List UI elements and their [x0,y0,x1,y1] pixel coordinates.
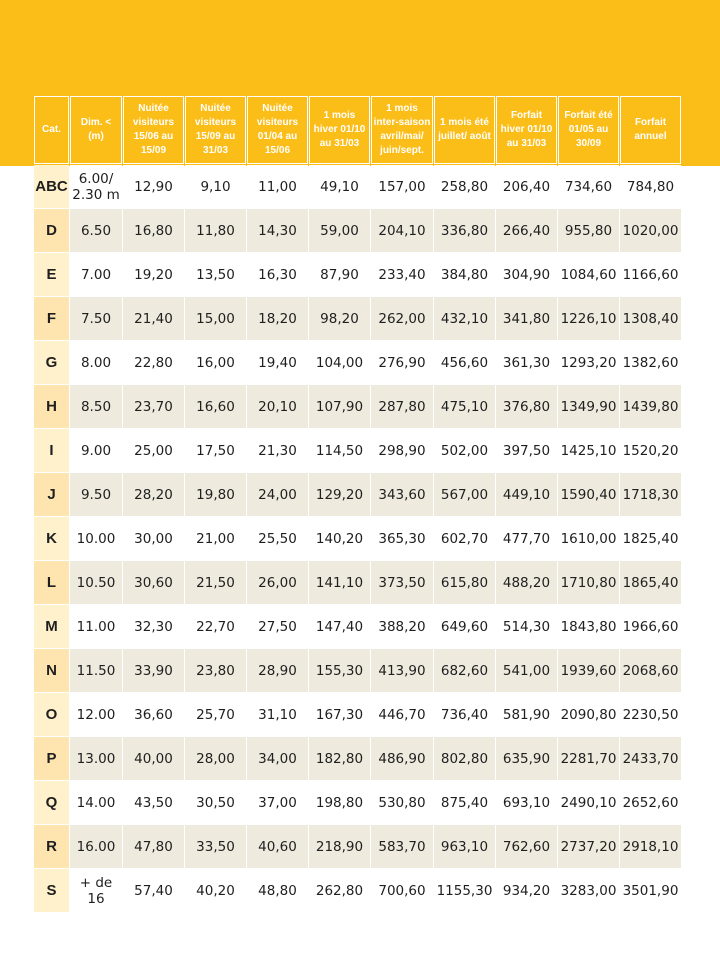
price-cell: 2652,60 [620,781,681,824]
price-cell: 336,80 [434,209,495,252]
dimension-cell: 11.00 [70,605,122,648]
category-cell: D [34,209,69,252]
price-cell: 140,20 [309,517,370,560]
price-cell: 19,40 [247,341,308,384]
price-cell: 19,80 [185,473,246,516]
price-cell: 14,30 [247,209,308,252]
price-cell: 13,50 [185,253,246,296]
dimension-cell: 16.00 [70,825,122,868]
price-cell: 635,90 [496,737,557,780]
price-cell: 218,90 [309,825,370,868]
price-cell: 23,80 [185,649,246,692]
table-header-row [34,96,681,164]
dimension-cell: 7.50 [70,297,122,340]
price-cell: 1966,60 [620,605,681,648]
price-cell: 2918,10 [620,825,681,868]
price-cell: 114,50 [309,429,370,472]
price-cell: 21,00 [185,517,246,560]
price-cell: 40,00 [123,737,184,780]
price-cell: 567,00 [434,473,495,516]
price-cell: 43,50 [123,781,184,824]
price-cell: 206,40 [496,165,557,208]
price-cell: 16,60 [185,385,246,428]
price-cell: 1308,40 [620,297,681,340]
price-cell: 1425,10 [558,429,619,472]
price-cell: 1843,80 [558,605,619,648]
table-row [34,605,681,648]
price-cell: 488,20 [496,561,557,604]
dimension-cell: 10.50 [70,561,122,604]
price-cell: 736,40 [434,693,495,736]
price-cell: 1939,60 [558,649,619,692]
column-header-category: Cat. [34,96,69,164]
price-cell: 34,00 [247,737,308,780]
price-cell: 198,80 [309,781,370,824]
table-row [34,341,681,384]
table-row [34,561,681,604]
price-cell: 11,00 [247,165,308,208]
price-cell: 1825,40 [620,517,681,560]
column-header-night-winter: Nuitée visiteurs 15/09 au 31/03 [185,96,246,164]
dimension-cell: 8.50 [70,385,122,428]
price-cell: 1610,00 [558,517,619,560]
price-cell: 22,80 [123,341,184,384]
category-cell: S [34,869,69,912]
price-cell: 502,00 [434,429,495,472]
dimension-cell: 12.00 [70,693,122,736]
tariff-table-body [34,165,681,912]
price-cell: 649,60 [434,605,495,648]
price-cell: 157,00 [371,165,433,208]
column-header-package-annual: Forfait annuel [620,96,681,164]
price-cell: 204,10 [371,209,433,252]
price-cell: 16,00 [185,341,246,384]
price-cell: 1865,40 [620,561,681,604]
price-cell: 9,10 [185,165,246,208]
price-cell: 3283,00 [558,869,619,912]
price-cell: 361,30 [496,341,557,384]
price-cell: 615,80 [434,561,495,604]
category-cell: F [34,297,69,340]
price-cell: 30,50 [185,781,246,824]
price-cell: 11,80 [185,209,246,252]
price-cell: 376,80 [496,385,557,428]
category-cell: J [34,473,69,516]
price-cell: 20,10 [247,385,308,428]
column-header-month-summer: 1 mois été juillet/ août [434,96,495,164]
column-header-package-winter: Forfait hiver 01/10 au 31/03 [496,96,557,164]
price-cell: 875,40 [434,781,495,824]
price-cell: 16,80 [123,209,184,252]
price-cell: 147,40 [309,605,370,648]
price-cell: 477,70 [496,517,557,560]
price-cell: 25,70 [185,693,246,736]
table-row [34,825,681,868]
price-cell: 27,50 [247,605,308,648]
price-cell: 23,70 [123,385,184,428]
dimension-cell: + de 16 [70,869,122,912]
table-row [34,737,681,780]
price-cell: 1710,80 [558,561,619,604]
price-cell: 37,00 [247,781,308,824]
price-cell: 1155,30 [434,869,495,912]
price-cell: 784,80 [620,165,681,208]
dimension-cell: 13.00 [70,737,122,780]
table-row [34,253,681,296]
price-cell: 343,60 [371,473,433,516]
category-cell: O [34,693,69,736]
price-cell: 21,50 [185,561,246,604]
dimension-cell: 6.50 [70,209,122,252]
price-cell: 955,80 [558,209,619,252]
price-cell: 28,90 [247,649,308,692]
price-cell: 2068,60 [620,649,681,692]
price-cell: 59,00 [309,209,370,252]
price-cell: 15,00 [185,297,246,340]
price-cell: 33,50 [185,825,246,868]
dimension-cell: 8.00 [70,341,122,384]
price-cell: 693,10 [496,781,557,824]
price-cell: 87,90 [309,253,370,296]
price-cell: 365,30 [371,517,433,560]
price-cell: 1084,60 [558,253,619,296]
price-cell: 397,50 [496,429,557,472]
price-cell: 40,60 [247,825,308,868]
price-cell: 2433,70 [620,737,681,780]
price-cell: 28,00 [185,737,246,780]
column-header-package-summer: Forfait été 01/05 au 30/09 [558,96,619,164]
dimension-cell: 9.00 [70,429,122,472]
price-cell: 541,00 [496,649,557,692]
dimension-cell: 7.00 [70,253,122,296]
price-cell: 57,40 [123,869,184,912]
price-cell: 258,80 [434,165,495,208]
price-cell: 304,90 [496,253,557,296]
price-cell: 107,90 [309,385,370,428]
price-cell: 2230,50 [620,693,681,736]
category-cell: ABC [34,165,69,208]
price-cell: 262,80 [309,869,370,912]
table-row [34,473,681,516]
price-cell: 30,60 [123,561,184,604]
column-header-month-winter: 1 mois hiver 01/10 au 31/03 [309,96,370,164]
price-cell: 33,90 [123,649,184,692]
price-cell: 486,90 [371,737,433,780]
dimension-cell: 6.00/ 2.30 m [70,165,122,208]
category-cell: L [34,561,69,604]
table-row [34,693,681,736]
price-cell: 26,00 [247,561,308,604]
price-cell: 17,50 [185,429,246,472]
price-cell: 40,20 [185,869,246,912]
price-cell: 934,20 [496,869,557,912]
price-cell: 475,10 [434,385,495,428]
table-row [34,385,681,428]
price-cell: 388,20 [371,605,433,648]
price-cell: 36,60 [123,693,184,736]
price-cell: 2737,20 [558,825,619,868]
price-cell: 1166,60 [620,253,681,296]
table-row [34,781,681,824]
price-cell: 341,80 [496,297,557,340]
table-row [34,517,681,560]
price-cell: 1718,30 [620,473,681,516]
price-cell: 287,80 [371,385,433,428]
price-cell: 963,10 [434,825,495,868]
category-cell: Q [34,781,69,824]
price-cell: 2090,80 [558,693,619,736]
price-cell: 1349,90 [558,385,619,428]
price-cell: 446,70 [371,693,433,736]
price-cell: 2490,10 [558,781,619,824]
price-cell: 682,60 [434,649,495,692]
column-header-month-interseason: 1 mois inter-saison avril/mai/ juin/sept. [371,96,433,164]
category-cell: G [34,341,69,384]
price-cell: 802,80 [434,737,495,780]
category-cell: N [34,649,69,692]
price-cell: 22,70 [185,605,246,648]
price-cell: 1590,40 [558,473,619,516]
price-cell: 21,40 [123,297,184,340]
category-cell: E [34,253,69,296]
table-row [34,297,681,340]
price-cell: 1293,20 [558,341,619,384]
price-cell: 155,30 [309,649,370,692]
price-cell: 266,40 [496,209,557,252]
price-cell: 104,00 [309,341,370,384]
price-cell: 24,00 [247,473,308,516]
column-header-dimension: Dim. < (m) [70,96,122,164]
price-cell: 1382,60 [620,341,681,384]
price-cell: 16,30 [247,253,308,296]
price-cell: 19,20 [123,253,184,296]
price-cell: 449,10 [496,473,557,516]
dimension-cell: 9.50 [70,473,122,516]
price-cell: 262,00 [371,297,433,340]
price-cell: 298,90 [371,429,433,472]
column-header-night-summer: Nuitée visiteurs 15/06 au 15/09 [123,96,184,164]
table-row [34,429,681,472]
price-cell: 48,80 [247,869,308,912]
price-cell: 1020,00 [620,209,681,252]
price-cell: 233,40 [371,253,433,296]
category-cell: I [34,429,69,472]
price-cell: 514,30 [496,605,557,648]
column-header-night-spring: Nuitée visiteurs 01/04 au 15/06 [247,96,308,164]
price-cell: 21,30 [247,429,308,472]
price-cell: 98,20 [309,297,370,340]
price-cell: 47,80 [123,825,184,868]
price-cell: 432,10 [434,297,495,340]
price-cell: 18,20 [247,297,308,340]
table-row [34,209,681,252]
price-cell: 49,10 [309,165,370,208]
table-row [34,165,681,208]
price-cell: 141,10 [309,561,370,604]
price-cell: 1439,80 [620,385,681,428]
price-cell: 32,30 [123,605,184,648]
price-cell: 30,00 [123,517,184,560]
price-cell: 167,30 [309,693,370,736]
category-cell: R [34,825,69,868]
price-cell: 1520,20 [620,429,681,472]
price-cell: 700,60 [371,869,433,912]
price-cell: 1226,10 [558,297,619,340]
price-cell: 373,50 [371,561,433,604]
price-cell: 2281,70 [558,737,619,780]
price-cell: 25,50 [247,517,308,560]
price-cell: 28,20 [123,473,184,516]
dimension-cell: 14.00 [70,781,122,824]
category-cell: P [34,737,69,780]
category-cell: M [34,605,69,648]
table-row [34,649,681,692]
price-cell: 581,90 [496,693,557,736]
table-row [34,869,681,912]
price-cell: 583,70 [371,825,433,868]
tariff-table [33,95,682,913]
price-cell: 384,80 [434,253,495,296]
price-cell: 762,60 [496,825,557,868]
dimension-cell: 11.50 [70,649,122,692]
price-cell: 602,70 [434,517,495,560]
price-cell: 3501,90 [620,869,681,912]
price-cell: 12,90 [123,165,184,208]
price-cell: 25,00 [123,429,184,472]
price-cell: 734,60 [558,165,619,208]
price-cell: 413,90 [371,649,433,692]
price-cell: 530,80 [371,781,433,824]
category-cell: H [34,385,69,428]
dimension-cell: 10.00 [70,517,122,560]
price-cell: 31,10 [247,693,308,736]
price-cell: 456,60 [434,341,495,384]
price-cell: 182,80 [309,737,370,780]
category-cell: K [34,517,69,560]
price-cell: 276,90 [371,341,433,384]
price-cell: 129,20 [309,473,370,516]
